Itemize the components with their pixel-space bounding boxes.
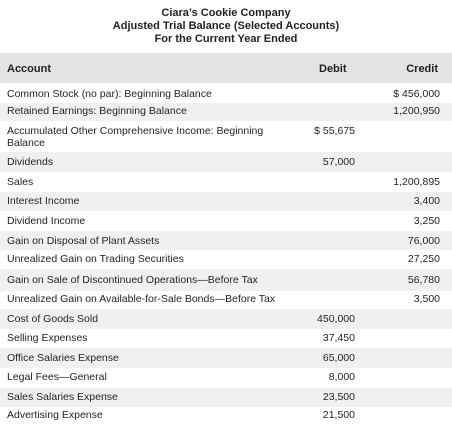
account-column-header: Account xyxy=(7,63,51,75)
table-row xyxy=(0,348,452,368)
table-row xyxy=(0,103,452,121)
table-row xyxy=(0,329,452,348)
credit-amount: 76,000 xyxy=(407,235,440,247)
account-name: Office Salaries Expense xyxy=(7,352,119,364)
table-row xyxy=(0,121,452,152)
table-row xyxy=(0,211,452,231)
account-name: Accumulated Other Comprehensive Income: Beginning Balance xyxy=(7,125,264,149)
credit-column-header: Credit xyxy=(406,63,438,75)
table-row xyxy=(0,250,452,269)
account-name: Retained Earnings: Beginning Balance xyxy=(7,105,187,117)
debit-amount: 23,500 xyxy=(322,391,355,403)
table-row xyxy=(0,84,452,103)
credit-amount: 3,250 xyxy=(413,215,440,227)
company-name: Ciara’s Cookie Company xyxy=(161,7,291,19)
account-name: Dividends xyxy=(7,156,54,168)
account-name: Cost of Goods Sold xyxy=(7,313,99,325)
account-name: Selling Expenses xyxy=(7,332,88,344)
statement-title xyxy=(0,7,452,46)
account-name: Dividend Income xyxy=(7,215,86,227)
account-name: Unrealized Gain on Available-for-Sale Bonds—Before Tax xyxy=(7,293,276,305)
debit-amount: 8,000 xyxy=(328,371,355,383)
table-row xyxy=(0,368,452,388)
credit-amount: $ 456,000 xyxy=(393,88,440,100)
table-row xyxy=(0,407,452,425)
table-row xyxy=(0,172,452,192)
table-row xyxy=(0,269,452,291)
debit-amount: 450,000 xyxy=(317,313,355,325)
statement-period: For the Current Year Ended xyxy=(154,33,298,45)
debit-amount: 21,500 xyxy=(322,409,355,421)
credit-amount: 56,780 xyxy=(407,274,440,286)
credit-amount: 1,200,895 xyxy=(393,176,440,188)
credit-amount: 3,500 xyxy=(413,293,440,305)
debit-amount: 37,450 xyxy=(322,332,355,344)
account-name: Sales xyxy=(7,176,34,188)
table-row xyxy=(0,192,452,211)
table-header xyxy=(0,53,452,83)
account-name: Common Stock (no par): Beginning Balance xyxy=(7,88,212,100)
debit-amount: 57,000 xyxy=(322,156,355,168)
account-name: Interest Income xyxy=(7,195,80,207)
credit-amount: 3,400 xyxy=(413,195,440,207)
table-row xyxy=(0,291,452,309)
account-name: Sales Salaries Expense xyxy=(7,391,118,403)
account-name: Gain on Sale of Discontinued Operations—Before Tax xyxy=(7,274,258,286)
table-row xyxy=(0,152,452,172)
table-row xyxy=(0,309,452,329)
table-row xyxy=(0,231,452,250)
account-name: Unrealized Gain on Trading Securities xyxy=(7,253,184,265)
account-name: Advertising Expense xyxy=(7,409,103,421)
credit-amount: 1,200,950 xyxy=(393,105,440,117)
account-name: Legal Fees—General xyxy=(7,371,107,383)
debit-amount: 65,000 xyxy=(322,352,355,364)
statement-name: Adjusted Trial Balance (Selected Accounts) xyxy=(112,20,340,32)
credit-amount: 27,250 xyxy=(407,253,440,265)
account-name: Gain on Disposal of Plant Assets xyxy=(7,235,160,247)
debit-column-header: Debit xyxy=(319,63,347,75)
table-row xyxy=(0,388,452,407)
debit-amount: $ 55,675 xyxy=(314,125,355,137)
